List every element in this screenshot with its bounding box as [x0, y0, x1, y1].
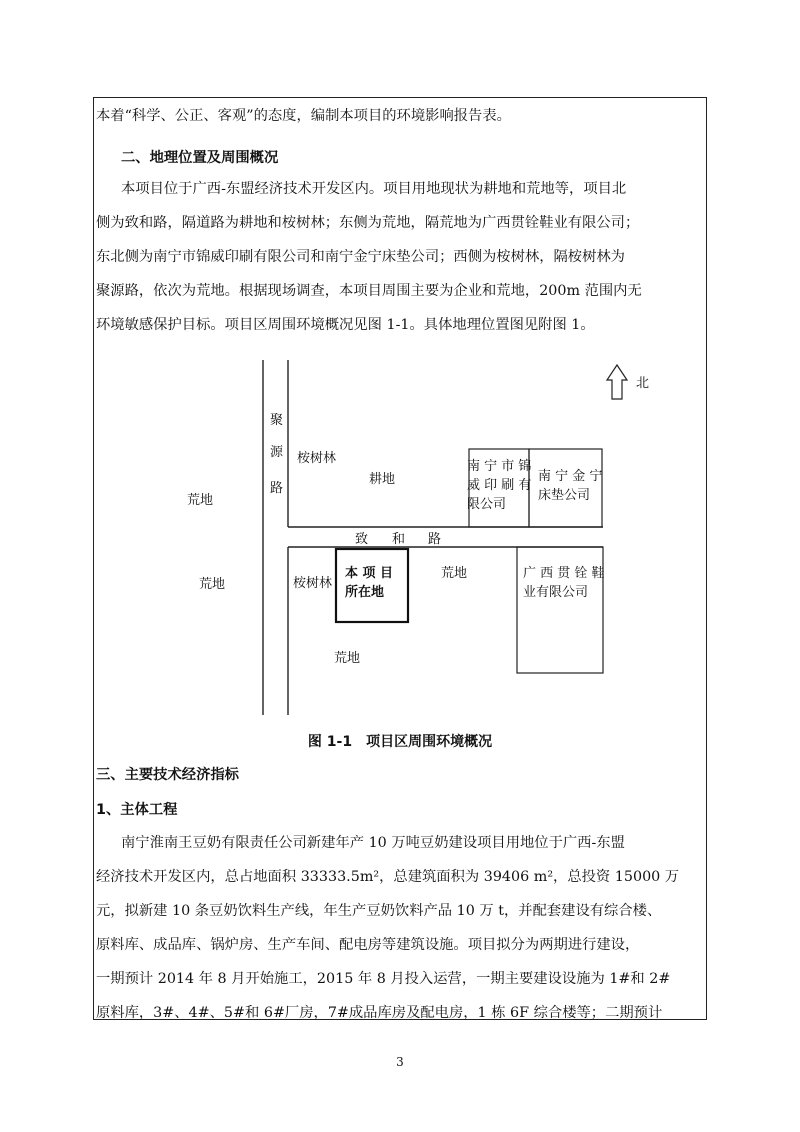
project-site-label: 本 项 目 — [345, 566, 394, 581]
subsection-heading: 1、主体工程 — [96, 802, 178, 818]
project-site-label: 所在地 — [345, 585, 385, 600]
wasteland-west-bottom: 荒地 — [199, 577, 226, 592]
paragraph-line: 本着“科学、公正、客观”的态度，编制本项目的环境影响报告表。 — [96, 108, 511, 124]
paragraph-line: 东北侧为南宁市锦威印刷有限公司和南宁金宁床垫公司；西侧为桉树林，隔桉树林为 — [96, 249, 625, 265]
guanquan-label: 广 西 贯 铨 鞋 — [523, 566, 605, 581]
north-label: 北 — [636, 376, 650, 391]
paragraph-line: 南宁淮南王豆奶有限责任公司新建年产 10 万吨豆奶建设项目用地位于广西-东盟 — [121, 835, 625, 851]
wasteland-south-label: 荒地 — [334, 651, 361, 666]
jinning-label: 南 宁 金 宁 — [538, 469, 603, 484]
paragraph-line: 原料库，3#、4#、5#和 6#厂房，7#成品库房及配电房，1 栋 6F 综合楼等；二期预计 — [96, 1005, 663, 1021]
paragraph-line: 一期预计 2014 年 8 月开始施工，2015 年 8 月投入运营，一期主要建设设施为 1#和 2# — [96, 971, 671, 987]
jinwei-label: 南 宁 市 锦 — [467, 459, 532, 474]
paragraph-line: 聚源路，依次为荒地。根据现场调查，本项目周围主要为企业和荒地，200m 范围内无 — [96, 283, 642, 299]
paragraph-line: 侧为致和路，隔道路为耕地和桉树林；东侧为荒地，隔荒地为广西贯铨鞋业有限公司； — [96, 215, 640, 231]
jinwei-label: 威 印 刷 有 — [467, 478, 532, 493]
road-west-char: 源 — [270, 445, 284, 460]
farmland-label: 耕地 — [369, 472, 396, 487]
wasteland-west-top: 荒地 — [187, 493, 214, 508]
figure-caption: 图 1-1 项目区周围环境概况 — [307, 734, 493, 750]
jinning-label: 床垫公司 — [538, 488, 591, 503]
paragraph-line: 元，拟新建 10 条豆奶饮料生产线，年生产豆奶饮料产品 10 万 t，并配套建设有综合楼、 — [96, 903, 662, 919]
road-north-char: 路 — [428, 532, 442, 547]
north-arrow-icon — [607, 365, 627, 399]
page-number: 3 — [396, 1055, 404, 1069]
road-west-char: 聚 — [270, 413, 284, 428]
jinwei-label: 限公司 — [467, 497, 507, 512]
paragraph-line: 本项目位于广西-东盟经济技术开发区内。项目用地现状为耕地和荒地等，项目北 — [121, 181, 627, 197]
paragraph-line: 原料库、成品库、锅炉房、生产车间、配电房等建筑设施。项目拟分为两期进行建设， — [96, 937, 640, 953]
eucalyptus-south-label: 桉树林 — [293, 576, 333, 591]
eucalyptus-north-label: 桉树林 — [297, 451, 337, 466]
section-heading: 二、地理位置及周围概况 — [121, 150, 279, 166]
paragraph-line: 经济技术开发区内，总占地面积 33333.5m²，总建筑面积为 39406 m²，总投资 15000 万 — [96, 869, 680, 885]
paragraph-line: 环境敏感保护目标。项目区周围环境概况见图 1-1。具体地理位置图见附图 1。 — [96, 317, 595, 333]
wasteland-east-label: 荒地 — [441, 566, 468, 581]
road-north-char: 和 — [392, 532, 406, 547]
road-west-char: 路 — [270, 481, 284, 496]
road-north-char: 致 — [355, 532, 369, 547]
guanquan-label: 业有限公司 — [523, 585, 589, 600]
section-heading: 三、主要技术经济指标 — [96, 767, 239, 783]
